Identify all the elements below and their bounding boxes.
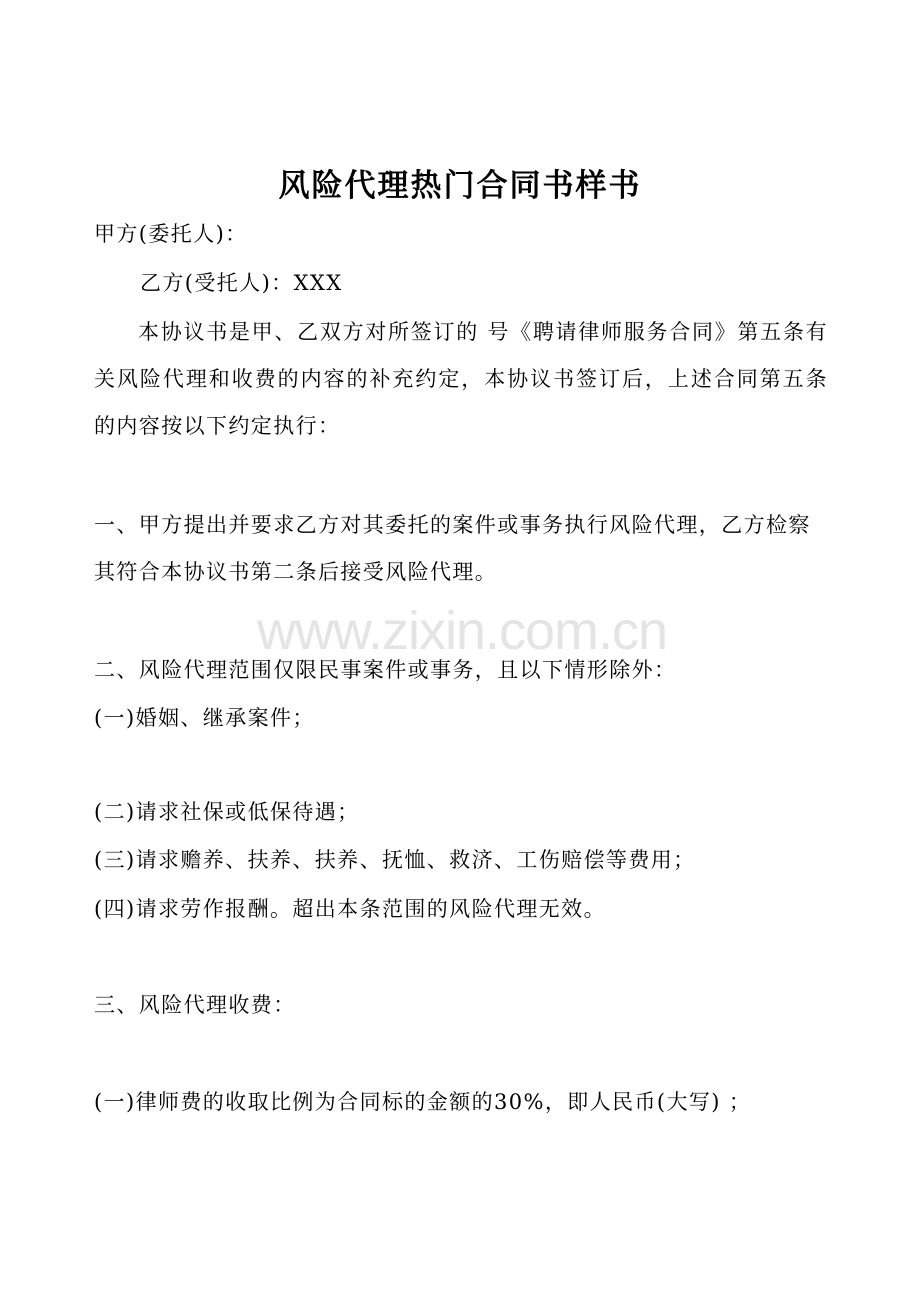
clause-2-item: (四)请求劳作报酬。超出本条范围的风险代理无效。 (94, 897, 606, 921)
clause-1-line-1: 一、甲方提出并要求乙方对其委托的案件或事务执行风险代理，乙方检察 (94, 513, 811, 537)
party-b-label: 乙方(受托人)：XXX (140, 271, 343, 295)
clause-3-item: (一)律师费的收取比例为合同标的金额的30%，即人民币(大写) ； (94, 1090, 752, 1114)
clause-2-item: (三)请求赡养、扶养、扶养、抚恤、救济、工伤赔偿等费用； (94, 848, 696, 872)
clause-2-item: (二)请求社保或低保待遇； (94, 800, 360, 824)
party-a-label: 甲方(委托人)： (94, 222, 248, 246)
clause-3-heading: 三、风险代理收费： (94, 993, 296, 1017)
intro-paragraph: 本协议书是甲、乙双方对所签订的 号《聘请律师服务合同》第五条有关风险代理和收费的内容的补充约定，本协议书签订后，上述合同第五条的内容按以下约定执行： (94, 320, 828, 438)
watermark: www.zixin.com.cn (256, 601, 668, 661)
clause-1-line-2: 其符合本协议书第二条后接受风险代理。 (94, 560, 498, 584)
clause-2-heading: 二、风险代理范围仅限民事案件或事务，且以下情形除外： (94, 658, 677, 682)
clause-2-item: (一)婚姻、继承案件； (94, 706, 315, 730)
document-title: 风险代理热门合同书样书 (278, 168, 642, 204)
